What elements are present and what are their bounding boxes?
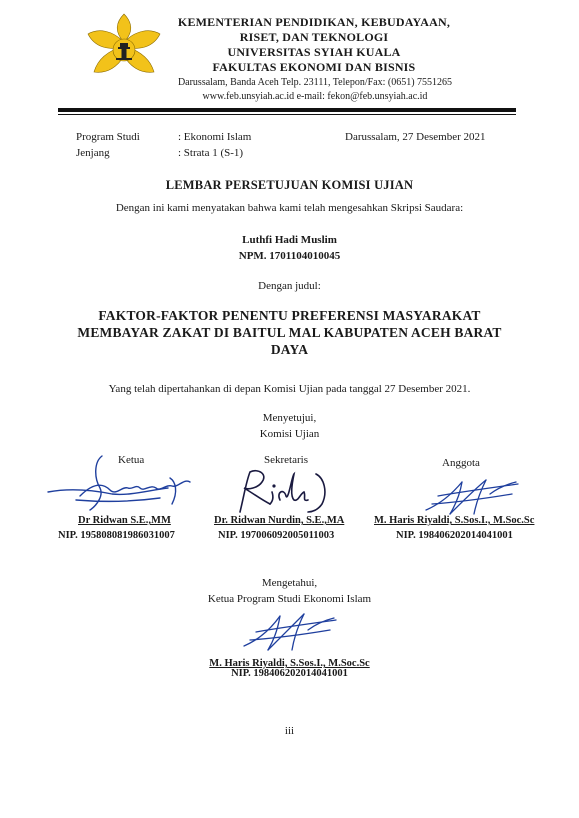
role-anggota: Anggota <box>442 457 480 469</box>
level-value: : Strata 1 (S-1) <box>178 147 244 159</box>
role-sekretaris: Sekretaris <box>264 454 308 466</box>
signature-sekretaris <box>228 466 338 518</box>
signature-anggota <box>420 474 524 518</box>
intro-text: Dengan ini kami menyatakan bahwa kami telah mengesahkan Skripsi Saudara: <box>115 202 464 214</box>
committee-label: Komisi Ujian <box>259 428 320 440</box>
university-logo <box>84 12 164 84</box>
approval-label: Menyetujui, <box>262 412 317 424</box>
program-label: Program Studi <box>76 131 140 143</box>
sekretaris-name: Dr. Ridwan Nurdin, S.E.,MA <box>214 515 345 526</box>
role-ketua: Ketua <box>118 454 145 466</box>
acknowledge-label: Mengetahui, <box>261 577 318 589</box>
header-contact: www.feb.unsyiah.ac.id e-mail: fekon@feb.unsyiah.ac.id <box>202 91 428 102</box>
defense-statement: Yang telah dipertahankan di depan Komisi Ujian pada tanggal 27 Desember 2021. <box>108 383 471 395</box>
signature-ketua <box>40 448 200 518</box>
thesis-title-line-3: DAYA <box>270 342 309 357</box>
level-label: Jenjang <box>76 147 110 159</box>
ketua-nip: NIP. 195808081986031007 <box>58 530 175 541</box>
header-address: Darussalam, Banda Aceh Telp. 23111, Telepon/Fax: (0651) 7551265 <box>177 77 453 88</box>
ketua-name: Dr Ridwan S.E.,MM <box>78 515 171 526</box>
program-head-label: Ketua Program Studi Ekonomi Islam <box>207 593 372 605</box>
thesis-title-line-1: FAKTOR-FAKTOR PENENTU PREFERENSI MASYARAKAT <box>98 308 481 323</box>
page-number: iii <box>284 725 295 737</box>
anggota-name: M. Haris Riyaldi, S.Sos.I., M.Soc.Sc <box>374 515 535 526</box>
program-value: : Ekonomi Islam <box>178 131 252 143</box>
program-head-name: M. Haris Riyaldi, S.Sos.I., M.Soc.Sc <box>209 658 370 669</box>
student-name: Luthfi Hadi Muslim <box>242 234 337 246</box>
sekretaris-nip: NIP. 197006092005011003 <box>218 530 335 541</box>
ministry-line-1: KEMENTERIAN PENDIDIKAN, KEBUDAYAAN, <box>177 15 451 29</box>
document-title: LEMBAR PERSETUJUAN KOMISI UJIAN <box>165 178 414 192</box>
program-head-nip: NIP. 198406202014041001 <box>231 668 348 679</box>
signature-program-head <box>238 608 342 654</box>
ministry-line-2: RISET, DAN TEKNOLOGI <box>239 30 389 44</box>
faculty-name: FAKULTAS EKONOMI DAN BISNIS <box>212 60 416 74</box>
university-name: UNIVERSITAS SYIAH KUALA <box>227 45 401 59</box>
header-rule-thin <box>58 114 516 115</box>
place-date: Darussalam, 27 Desember 2021 <box>345 131 486 143</box>
header-rule-thick <box>58 108 516 112</box>
thesis-title-line-2: MEMBAYAR ZAKAT DI BAITUL MAL KABUPATEN ACEH BARAT <box>77 325 502 340</box>
student-npm: NPM. 1701104010045 <box>238 250 341 262</box>
judul-label: Dengan judul: <box>258 280 321 292</box>
anggota-nip: NIP. 198406202014041001 <box>396 530 513 541</box>
